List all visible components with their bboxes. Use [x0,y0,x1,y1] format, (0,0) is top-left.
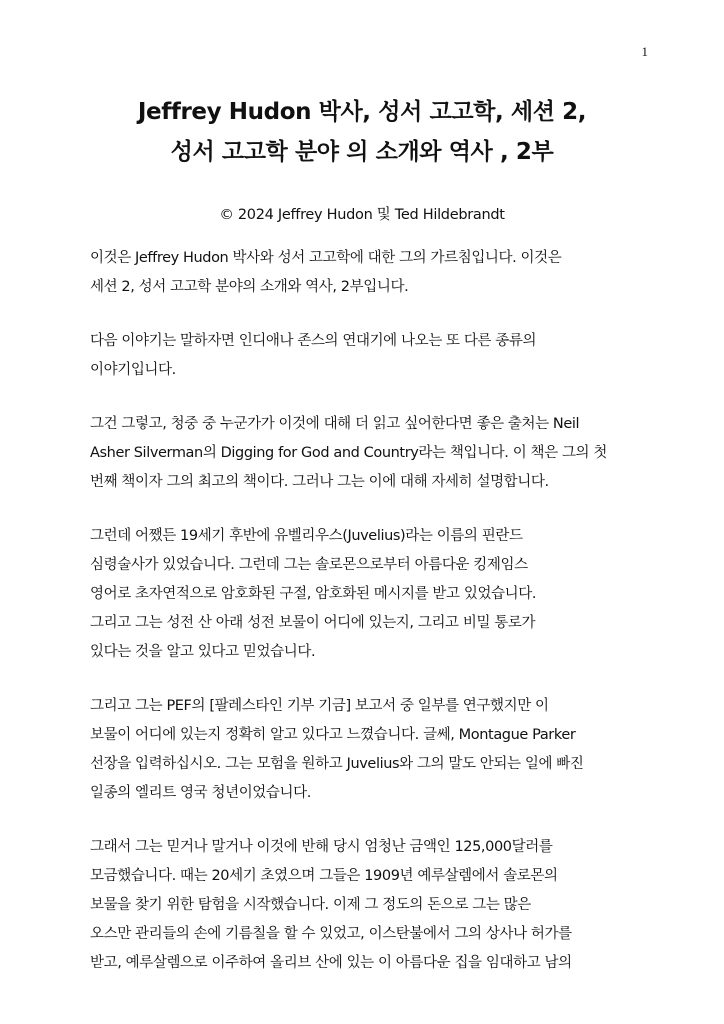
text-line: 모금했습니다. 때는 20세기 초였으며 그들은 1909년 예루살렘에서 솔로몬의 [90,868,558,884]
text-line: 오스만 관리들의 손에 기름칠을 할 수 있었고, 이스탄불에서 그의 상사나 허가를 [90,926,572,942]
text-line: 보물이 어디에 있는지 정확히 알고 있다고 느꼈습니다. 글쎄, Montague Parker [90,727,576,743]
copyright-notice: © 2024 Jeffrey Hudon 및 Ted Hildebrandt [219,207,505,223]
paragraph [90,327,650,385]
text-line: Asher Silverman의 Digging for God and Country라는 책입니다. 이 책은 그의 첫 [90,445,607,461]
text-line: 이야기입니다. [90,362,176,378]
text-line: 그리고 그는 성전 산 아래 성전 보물이 어디에 있는지, 그리고 비밀 통로가 [90,615,536,631]
text-line: 영어로 초자연적으로 암호화된 구절, 암호화된 메시지를 받고 있었습니다. [90,586,537,602]
text-line: 받고, 예루살렘으로 이주하여 올리브 산에 있는 이 아름다운 집을 임대하고 남의 [90,955,572,971]
title-line-1: Jeffrey Hudon 박사, 성서 고고학, 세션 2, [137,99,587,125]
document-title [60,92,664,172]
paragraph [90,410,650,497]
text-line: 그건 그렇고, 청중 중 누군가가 이것에 대해 더 읽고 싶어한다면 좋은 출처는 Neil [90,416,580,432]
paragraph [90,692,650,808]
text-line: 그런데 어쨌든 19세기 후반에 유벨리우스(Juvelius)라는 이름의 핀란드 [90,528,523,544]
text-line: 일종의 엘리트 영국 청년이었습니다. [90,785,311,801]
text-line: 그래서 그는 믿거나 말거나 이것에 반해 당시 엄청난 금액인 125,000달러를 [90,839,553,855]
paragraph [90,522,650,667]
page-number: 1 [641,44,648,59]
paragraph [90,244,650,302]
text-line: 심령술사가 있었습니다. 그런데 그는 솔로몬으로부터 아름다운 킹제임스 [90,557,528,573]
text-line: 이것은 Jeffrey Hudon 박사와 성서 고고학에 대한 그의 가르침입니다. 이것은 [90,250,562,266]
title-line-2: 성서 고고학 분야 의 소개와 역사 , 2부 [170,139,554,165]
paragraph [90,833,650,978]
text-line: 선장을 입력하십시오. 그는 모험을 원하고 Juvelius와 그의 말도 안되는 일에 빠진 [90,756,584,772]
text-line: 다음 이야기는 말하자면 인디애나 존스의 연대기에 나오는 또 다른 종류의 [90,333,537,349]
text-line: 세션 2, 성서 고고학 분야의 소개와 역사, 2부입니다. [90,279,409,295]
text-line: 그리고 그는 PEF의 [팔레스타인 기부 기금] 보고서 중 일부를 연구했지만 이 [90,698,549,714]
text-line: 보물을 찾기 위한 탐험을 시작했습니다. 이제 그 정도의 돈으로 그는 많은 [90,897,531,913]
text-line: 번째 책이자 그의 최고의 책이다. 그러나 그는 이에 대해 자세히 설명합니다. [90,474,549,490]
transcript-body [90,244,650,1003]
text-line: 있다는 것을 알고 있다고 믿었습니다. [90,644,316,660]
